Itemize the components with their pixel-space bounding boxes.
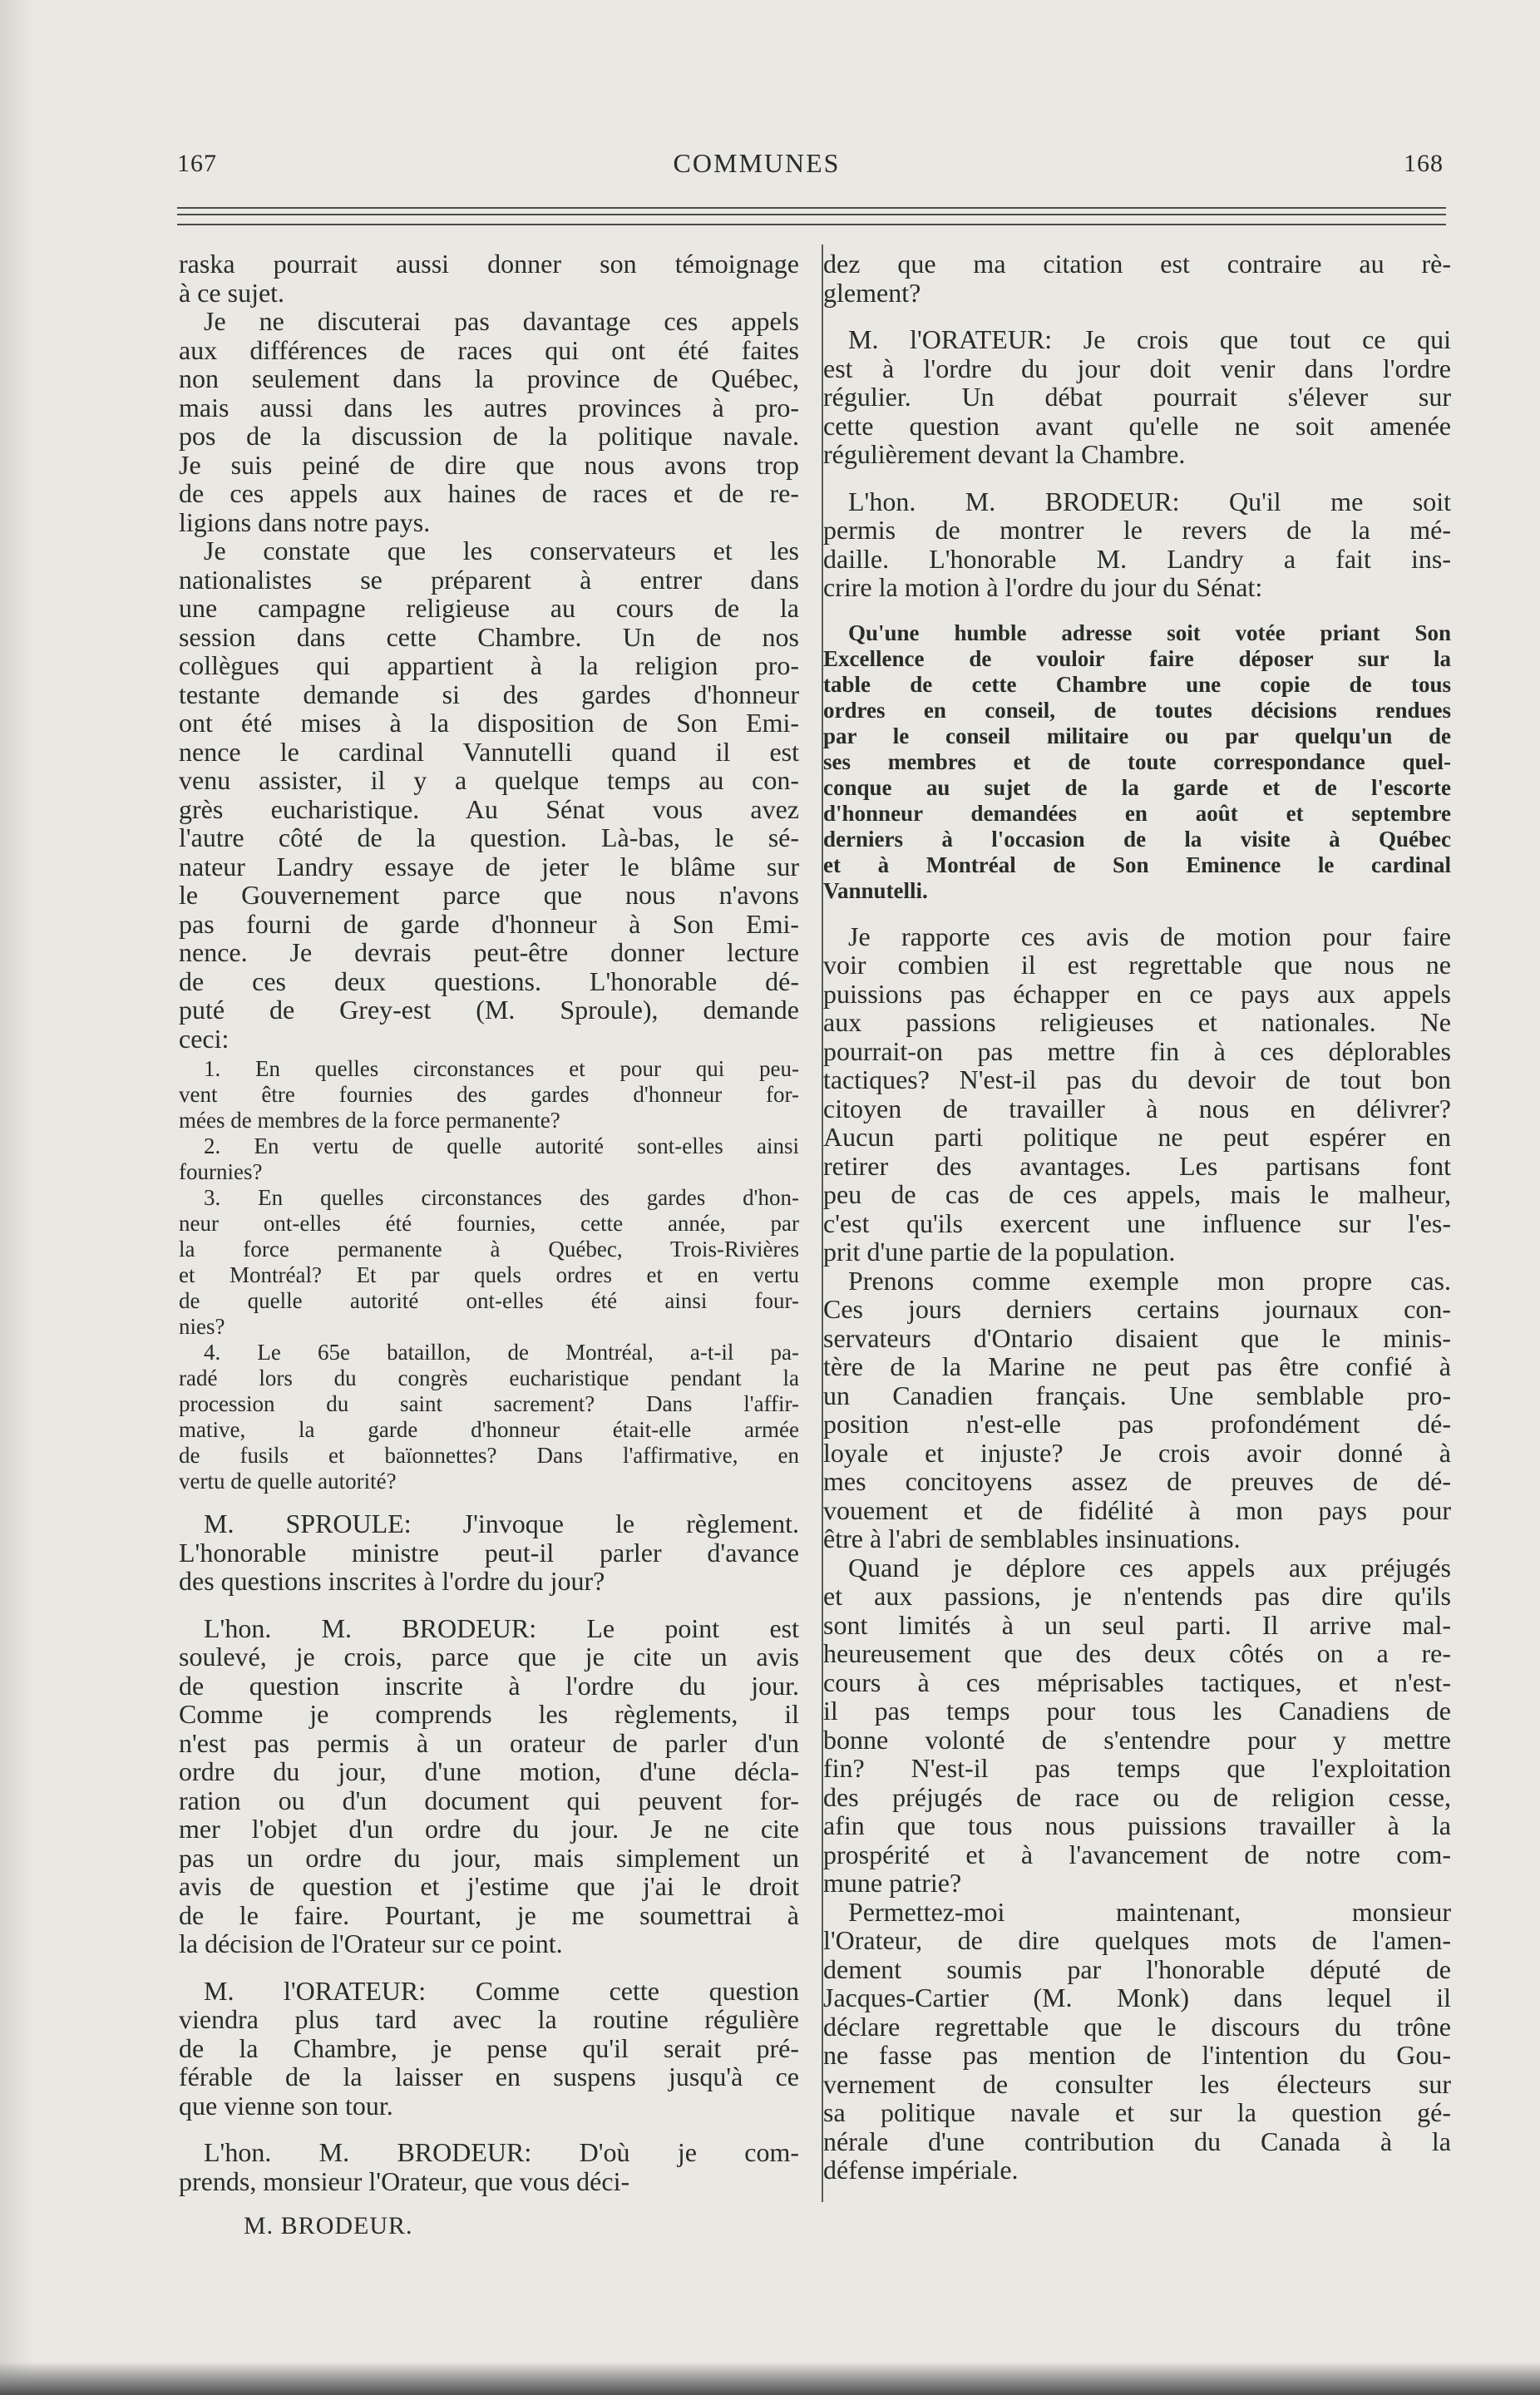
text-line: prends, monsieur l'Orateur, que vous déci-: [179, 2165, 630, 2196]
text-line: sont limités à un seul parti. Il arrive mal-: [823, 1609, 1451, 1640]
text-line: 1. En quelles circonstances et pour qui peu-: [204, 1056, 799, 1081]
right-paragraph: [823, 249, 1451, 307]
text-line: servateurs d'Ontario disaient que le minis-: [823, 1322, 1451, 1353]
text-line: de le faire. Pourtant, je me soumettrai à: [179, 1899, 799, 1930]
text-line: une campagne religieuse au cours de la: [179, 593, 799, 623]
header-rule-middle: [177, 214, 1446, 215]
text-line: Je constate que les conservateurs et les: [204, 536, 799, 565]
text-line: derniers à l'occasion de la visite à Québec: [823, 826, 1451, 852]
page-edge-shadow-left: [0, 0, 33, 2395]
right-paragraph: [823, 487, 1451, 602]
text-line: défense impériale.: [823, 2155, 1019, 2185]
left-paragraph: [179, 1056, 799, 1133]
left-paragraph: [179, 1185, 799, 1340]
text-line: collègues qui appartient à la religion pro-: [179, 650, 799, 680]
text-line: L'hon. M. BRODEUR: Qu'il me soit: [848, 486, 1451, 516]
text-line: nies?: [179, 1314, 225, 1339]
text-line: Je rapporte ces avis de motion pour faire: [848, 921, 1451, 951]
text-line: puté de Grey-est (M. Sproule), demande: [179, 995, 799, 1025]
text-line: mais aussi dans les autres provinces à pro-: [179, 392, 799, 422]
text-line: mune patrie?: [823, 1868, 962, 1898]
text-line: le Gouvernement parce que nous n'avons: [179, 880, 799, 910]
text-line: aux passions religieuses et nationales. Ne: [823, 1007, 1451, 1037]
text-line: glement?: [823, 277, 921, 308]
text-line: citoyen de travailler à nous en délivrer?: [823, 1093, 1451, 1123]
text-line: puissions pas échapper en ce pays aux appels: [823, 978, 1451, 1009]
text-line: vouement et de fidélité à mon pays pour: [823, 1494, 1451, 1525]
text-line: de ces deux questions. L'honorable dé-: [179, 965, 799, 996]
text-line: mative, la garde d'honneur était-elle armée: [179, 1417, 799, 1442]
right-paragraph: [823, 325, 1451, 469]
header-rule-top: [177, 207, 1446, 209]
text-line: ordre du jour, d'une motion, d'une décla-: [179, 1756, 799, 1786]
text-line: 4. Le 65e bataillon, de Montréal, a-t-il pa-: [204, 1340, 799, 1365]
text-line: est à l'ordre du jour doit venir dans l'ordre: [823, 353, 1451, 383]
text-line: crire la motion à l'ordre du jour du Sénat:: [823, 572, 1263, 602]
text-line: pas un ordre du jour, mais simplement un: [179, 1842, 799, 1873]
text-line: L'hon. M. BRODEUR: D'où je com-: [204, 2137, 799, 2167]
left-paragraph: [179, 536, 799, 1053]
text-line: et Montréal? Et par quels ordres et en vertu: [179, 1262, 799, 1287]
text-line: raska pourrait aussi donner son témoignage: [179, 249, 799, 279]
text-line: et aux passions, je n'entends pas dire qu'ils: [823, 1581, 1451, 1611]
text-line: dez que ma citation est contraire au rè-: [823, 249, 1451, 279]
right-paragraph: [823, 1553, 1451, 1898]
text-line: la force permanente à Québec, Trois-Rivières: [179, 1237, 799, 1262]
text-line: vent être fournies des gardes d'honneur for-: [179, 1082, 799, 1107]
text-line: des préjugés de race ou de religion cesse,: [823, 1781, 1451, 1812]
text-line: vernement de consulter les électeurs sur: [823, 2068, 1451, 2099]
text-line: position n'est-elle pas profondément dé-: [823, 1409, 1451, 1439]
text-line: par le conseil militaire ou par quelqu'un de: [823, 723, 1451, 748]
text-line: l'Orateur, de dire quelques mots de l'amen-: [823, 1925, 1451, 1955]
text-line: permis de montrer le revers de la mé-: [823, 515, 1451, 545]
text-line: nence. Je devrais peut-être donner lecture: [179, 937, 799, 967]
text-line: pas fourni de garde d'honneur à Son Emi-: [179, 908, 799, 939]
text-line: férable de la laisser en suspens jusqu'à ce: [179, 2062, 799, 2091]
text-line: Qu'une humble adresse soit votée priant Son: [848, 620, 1451, 645]
text-line: ses membres et de toute correspondance quel-: [823, 748, 1451, 774]
text-line: procession du saint sacrement? Dans l'affir-: [179, 1391, 799, 1416]
text-line: retirer des avantages. Les partisans font: [823, 1150, 1451, 1181]
text-line: L'hon. M. BRODEUR: Le point est: [204, 1612, 799, 1643]
text-line: mées de membres de la force permanente?: [179, 1108, 560, 1133]
text-line: peu de cas de ces appels, mais le malheur,: [823, 1179, 1451, 1209]
left-paragraph: [179, 1614, 799, 1958]
text-line: mes concitoyens assez de preuves de dé-: [823, 1466, 1451, 1496]
page-number-left: 167: [177, 150, 217, 177]
text-line: un Canadien français. Une semblable pro-: [823, 1380, 1451, 1410]
right-column: [823, 249, 1451, 2185]
text-line: venu assister, il y a quelque temps au con-: [179, 765, 799, 795]
left-paragraph: [179, 249, 799, 307]
text-line: table de cette Chambre une copie de tous: [823, 671, 1451, 697]
text-line: sa politique navale et sur la question gé-: [823, 2097, 1451, 2127]
text-line: nationalistes se préparent à entrer dans: [179, 564, 799, 595]
text-line: Jacques-Cartier (M. Monk) dans lequel il: [823, 1983, 1451, 2012]
text-line: à ce sujet.: [179, 277, 285, 308]
text-line: voir combien il est regrettable que nous ne: [823, 950, 1451, 980]
text-line: Quand je déplore ces appels aux préjugés: [848, 1552, 1451, 1583]
text-line: il pas temps pour tous les Canadiens de: [823, 1696, 1451, 1726]
text-line: Aucun parti politique ne peut espérer en: [823, 1122, 1451, 1152]
right-paragraph: [823, 620, 1451, 904]
text-line: loyale et injuste? Je crois avoir donné à: [823, 1437, 1451, 1468]
text-line: la décision de l'Orateur sur ce point.: [179, 1928, 563, 1958]
text-line: neur ont-elles été fournies, cette année, par: [179, 1211, 799, 1236]
text-line: ne fasse pas mention de l'intention du Gou-: [823, 2040, 1451, 2070]
right-paragraph: [823, 922, 1451, 1267]
text-line: n'est pas permis à un orateur de parler d'un: [179, 1727, 799, 1758]
text-line: l'autre côté de la question. Là-bas, le sé-: [179, 822, 799, 852]
text-line: ration ou d'un document qui peuvent for-: [179, 1785, 799, 1815]
text-line: L'honorable ministre peut-il parler d'avance: [179, 1537, 799, 1568]
text-line: pourrait-on pas mettre fin à ces déplorables: [823, 1035, 1451, 1066]
text-line: session dans cette Chambre. Un de nos: [179, 621, 799, 652]
text-line: M. l'ORATEUR: Je crois que tout ce qui: [848, 324, 1451, 354]
text-line: 2. En vertu de quelle autorité sont-elles ainsi: [204, 1133, 799, 1158]
text-line: ont été mises à la disposition de Son Emi-: [179, 708, 799, 738]
text-line: régulièrement devant la Chambre.: [823, 439, 1186, 469]
text-line: prit d'une partie de la population.: [823, 1237, 1176, 1267]
text-line: Comme je comprends les règlements, il: [179, 1699, 799, 1729]
text-line: Ces jours derniers certains journaux con-: [823, 1294, 1451, 1324]
text-line: c'est qu'ils exercent une influence sur l'es-: [823, 1207, 1451, 1238]
text-line: ligions dans notre pays.: [179, 506, 431, 537]
text-line: afin que tous nous puissions travailler à la: [823, 1810, 1451, 1840]
text-line: Vannutelli.: [823, 877, 928, 903]
text-line: nérale d'une contribution du Canada à la: [823, 2126, 1451, 2156]
left-paragraph: [179, 1977, 799, 2121]
text-line: vertu de quelle autorité?: [179, 1469, 397, 1494]
text-line: M. l'ORATEUR: Comme cette question: [204, 1975, 799, 2006]
text-line: d'honneur demandées en août et septembre: [823, 800, 1451, 826]
text-line: ordres en conseil, de toutes décisions rendues: [823, 697, 1451, 723]
text-line: testante demande si des gardes d'honneur: [179, 679, 799, 709]
text-line: de ces appels aux haines de races et de re-: [179, 478, 799, 508]
running-foot: M. BRODEUR.: [244, 2212, 413, 2239]
text-line: bonne volonté de s'entendre pour y mettre: [823, 1724, 1451, 1755]
right-paragraph: [823, 1267, 1451, 1553]
text-line: daille. L'honorable M. Landry a fait ins-: [823, 543, 1451, 574]
text-line: grès eucharistique. Au Sénat vous avez: [179, 793, 799, 824]
header-rule-bottom: [177, 224, 1446, 225]
text-line: soulevé, je crois, parce que je cite un avis: [179, 1642, 799, 1672]
text-line: Permettez-moi maintenant, monsieur: [848, 1896, 1451, 1927]
left-paragraph: [179, 2138, 799, 2195]
left-paragraph: [179, 1340, 799, 1494]
text-line: fin? N'est-il pas temps que l'exploitation: [823, 1753, 1451, 1783]
left-paragraph: [179, 1133, 799, 1185]
running-head: COMMUNES: [673, 148, 841, 178]
text-line: nence le cardinal Vannutelli quand il est: [179, 736, 799, 767]
text-line: et à Montréal de Son Eminence le cardinal: [823, 852, 1451, 877]
left-column: [179, 249, 799, 2195]
left-paragraph: [179, 1509, 799, 1596]
right-paragraph: [823, 1898, 1451, 2185]
text-line: tactiques? N'est-il pas du devoir de tout bon: [823, 1064, 1451, 1094]
text-line: déclare regrettable que le discours du trône: [823, 2011, 1451, 2042]
text-line: aux différences de races qui ont été faites: [179, 334, 799, 365]
page-edge-shadow-bottom: [0, 2362, 1540, 2395]
text-line: des questions inscrites à l'ordre du jour?: [179, 1566, 605, 1596]
text-line: Prenons comme exemple mon propre cas.: [848, 1265, 1451, 1296]
text-line: de question inscrite à l'ordre du jour.: [179, 1670, 799, 1701]
text-line: cours à ces méprisables tactiques, et n'est-: [823, 1667, 1451, 1697]
text-line: que vienne son tour.: [179, 2090, 393, 2121]
text-line: dement soumis par l'honorable député de: [823, 1953, 1451, 1984]
text-line: mer l'objet d'un ordre du jour. Je ne cite: [179, 1814, 799, 1844]
text-line: Excellence de vouloir faire déposer sur la: [823, 645, 1451, 671]
text-line: Je ne discuterai pas davantage ces appels: [204, 306, 799, 336]
text-line: pos de la discussion de la politique navale.: [179, 421, 799, 451]
text-line: conque au sujet de la garde et de l'escorte: [823, 774, 1451, 800]
text-line: régulier. Un débat pourrait s'élever sur: [823, 382, 1451, 412]
text-line: M. SPROULE: J'invoque le règlement.: [204, 1509, 799, 1538]
text-line: de fusils et baïonnettes? Dans l'affirmative, en: [179, 1443, 799, 1468]
text-line: prospérité et à l'avancement de notre com-: [823, 1839, 1451, 1869]
text-line: Je suis peiné de dire que nous avons trop: [179, 449, 799, 480]
left-paragraph: [179, 307, 799, 536]
text-line: être à l'abri de semblables insinuations.: [823, 1523, 1241, 1553]
text-line: tère de la Marine ne peut pas être confié à: [823, 1351, 1451, 1381]
text-line: 3. En quelles circonstances des gardes d'hon-: [204, 1185, 799, 1210]
text-line: de quelle autorité ont-elles été ainsi four-: [179, 1288, 799, 1313]
text-line: cette question avant qu'elle ne soit amenée: [823, 410, 1451, 441]
text-line: heureusement que des deux côtés on a re-: [823, 1638, 1451, 1668]
text-line: viendra plus tard avec la routine régulière: [179, 2004, 799, 2034]
text-line: ceci:: [179, 1023, 230, 1054]
text-line: nateur Landry essaye de jeter le blâme sur: [179, 851, 799, 881]
page-number-right: 168: [1404, 150, 1444, 177]
text-line: non seulement dans la province de Québec,: [179, 363, 799, 393]
text-line: de la Chambre, je pense qu'il serait pré-: [179, 2032, 799, 2063]
text-line: avis de question et j'estime que j'ai le droit: [179, 1871, 799, 1901]
text-line: radé lors du congrès eucharistique pendant la: [179, 1365, 799, 1390]
text-line: fournies?: [179, 1159, 263, 1184]
